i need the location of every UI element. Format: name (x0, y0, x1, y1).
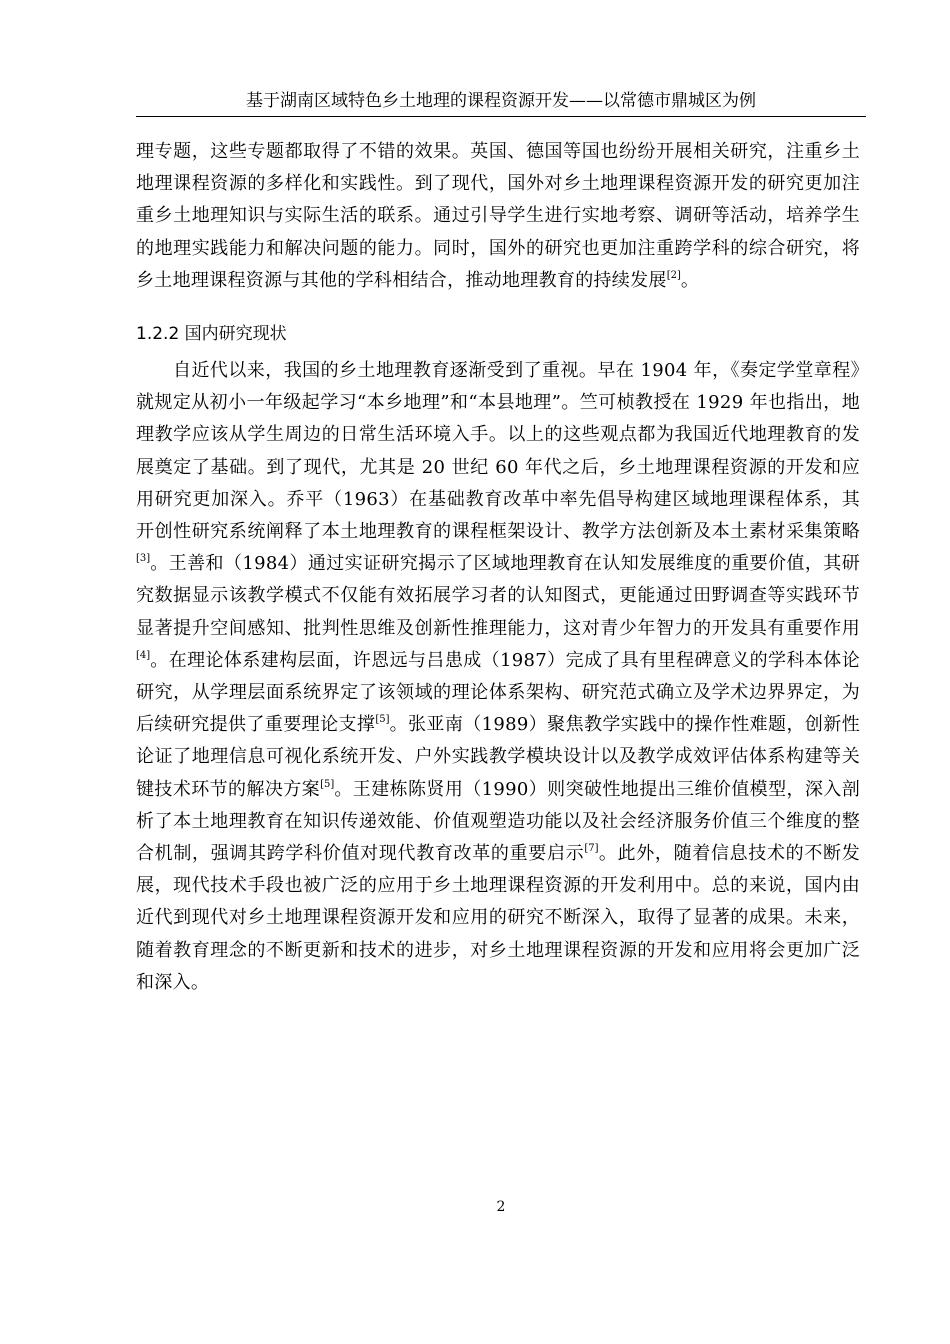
sentence-4: 。张亚南（1989）聚焦教学实践中的操作性难题，创新性论证了地理信息可视化系统开发、户外实践教学模块设计以及教学成效评估体系构建等关键技术环节的解决方案 (136, 714, 860, 800)
sentence-2: 。王善和（1984）通过实证研究揭示了区域地理教育在认知发展维度的重要价值，其研究数据显示该教学模式不仅能有效拓展学习者的认知图式，更能通过田野调查等实践环节显著提升空间感知、批判性思维及创新性推理能力，这对青少年智力的开发具有重要作用 (136, 553, 860, 639)
sentence-3: 。在理论体系建构层面，许恩远与吕患成（1987）完成了具有里程碑意义的学科本体论研究，从学理层面系统界定了该领域的理论体系架构、研究范式确立及学术边界界定，为后续研究提供了重要理论支撑 (136, 649, 860, 736)
citation-5: [5] (375, 714, 390, 726)
sentence-1: 自近代以来，我国的乡土地理教育逐渐受到了重视。早在 1904 年，《奏定学堂章程》就规定从初小一年级起学习“本乡地理”和“本县地理”。竺可桢教授在 1929 年也指出，地理教学应该从学生周边的日常生活环境入手。以上的这些观点都为我国近代地理教育的发展奠定了基础。到了现代，尤其是 20 世纪 60 年代之后，乡土地理课程资源的开发和应用研究更加深入。乔平（1963）在基础教育改革中率先倡导构建区域地理课程体系，其开创性研究系统阐释了本土地理教育的课程框架设计、教学方法创新及本土素材采集策略 (136, 360, 860, 543)
citation-3: [3] (136, 553, 151, 565)
page-number: 2 (496, 1199, 506, 1215)
citation-7: [7] (584, 843, 599, 855)
body-text (136, 136, 860, 999)
paragraph-continued (136, 136, 860, 297)
running-header: 基于湖南区域特色乡土地理的课程资源开发——以常德市鼎城区为例 (246, 91, 756, 111)
paragraph-end: 。 (680, 269, 700, 291)
citation-2: [2] (666, 269, 681, 281)
citation-5b: [5] (320, 778, 335, 790)
section-heading: 1.2.2 国内研究现状 (136, 324, 287, 345)
sentence-6: 。此外，随着信息技术的不断发展，现代技术手段也被广泛的应用于乡土地理课程资源的开发利用中。总的来说，国内由近代到现代对乡土地理课程资源开发和应用的研究不断深入，取得了显著的成果。未来，随着教育理念的不断更新和技术的进步，对乡土地理课程资源的开发和应用将会更加广泛和深入。 (136, 843, 860, 993)
citation-4: [4] (136, 649, 151, 661)
sentence-5: 。王建栋陈贤用（1990）则突破性地提出三维价值模型，深入剖析了本土地理教育在知识传递效能、价值观塑造功能以及社会经济服务价值三个维度的整合机制，强调其跨学科价值对现代教育改革的重要启示 (136, 778, 861, 865)
header-rule (136, 116, 866, 117)
paragraph-text: 理专题，这些专题都取得了不错的效果。英国、德国等国也纷纷开展相关研究，注重乡土地理课程资源的多样化和实践性。到了现代，国外对乡土地理课程资源开发的研究更加注重乡土地理知识与实际生活的联系。通过引导学生进行实地考察、调研等活动，培养学生的地理实践能力和解决问题的能力。同时，国外的研究也更加注重跨学科的综合研究，将乡土地理课程资源与其他的学科相结合，推动地理教育的持续发展 (136, 141, 860, 291)
paragraph-domestic-research (136, 355, 860, 999)
